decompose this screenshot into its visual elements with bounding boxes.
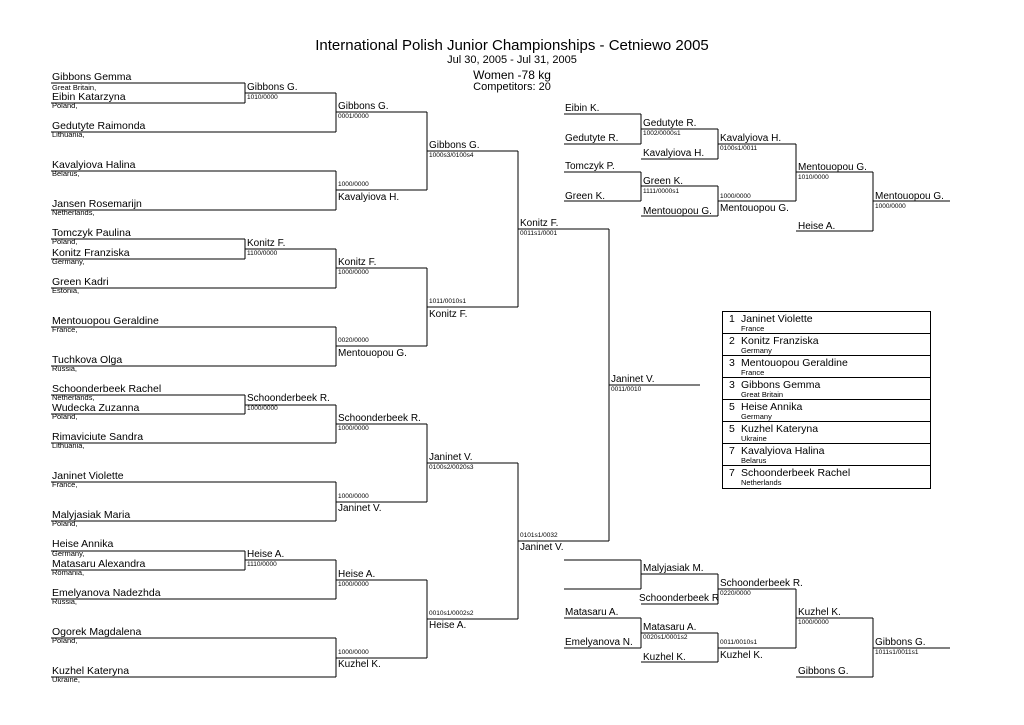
match-winner: Heise A. <box>338 569 376 580</box>
competitor-name: Schoonderbeek Rachel <box>52 383 162 395</box>
competitor-name: Matasaru Alexandra <box>52 558 146 570</box>
bronze-winner: Mentouopou G. <box>875 191 944 202</box>
match-score: 1011s1/0011s1 <box>875 649 919 656</box>
competitor-country: France, <box>52 480 78 489</box>
competitor-country: Romania, <box>52 568 85 577</box>
match-score: 0100s1/0011 <box>720 145 758 152</box>
match-score: 1011/0010s1 <box>429 298 467 305</box>
match-winner: Konitz F. <box>338 257 377 268</box>
match-score: 1000/0000 <box>247 405 278 412</box>
match-winner: Mentouopou G. <box>720 203 789 214</box>
competitor-name: Green Kadri <box>52 276 109 288</box>
result-country: Netherlands <box>741 478 782 487</box>
match-score: 0220/0000 <box>720 590 751 597</box>
competitor-name: Kuzhel Kateryna <box>52 665 130 677</box>
match-winner: Mentouopou G. <box>338 348 407 359</box>
final-score: 0011/0010 <box>611 386 642 393</box>
competitor-country: Ukraine, <box>52 675 80 684</box>
competitor-country: Poland, <box>52 412 78 421</box>
competitor-name: Rimaviciute Sandra <box>52 431 144 443</box>
match-score: 1111/0000s1 <box>643 188 680 195</box>
match-score: 1000/0000 <box>338 581 369 588</box>
match-score: 0101s1/0032 <box>520 532 558 539</box>
repechage-entry: Eibin K. <box>565 103 600 114</box>
result-rank: 2 <box>729 335 735 347</box>
competitor-country: Great Britain, <box>52 83 97 92</box>
competitor-country: Netherlands, <box>52 208 95 217</box>
bronze-winner: Gibbons G. <box>875 637 926 648</box>
result-row <box>723 355 930 377</box>
match-opponent: Kavalyiova H. <box>643 148 705 159</box>
result-name: Gibbons Gemma <box>741 379 821 391</box>
result-name: Kavalyiova Halina <box>741 445 825 457</box>
competitor-country: Poland, <box>52 519 78 528</box>
match-opponent: Kuzhel K. <box>643 652 686 663</box>
result-name: Janinet Violette <box>741 313 813 325</box>
repechage-entry: Malyjasiak M. <box>643 563 704 574</box>
competitor-name: Tomczyk Paulina <box>52 227 131 239</box>
competitor-name: Konitz Franziska <box>52 247 130 259</box>
competitor-country: Poland, <box>52 101 78 110</box>
champion-name: Janinet V. <box>611 374 655 385</box>
match-winner: Schoonderbeek R. <box>338 413 421 424</box>
match-winner: Schoonderbeek R. <box>247 393 330 404</box>
match-score: 1010/0000 <box>247 94 278 101</box>
competitor-name: Tuchkova Olga <box>52 354 123 366</box>
competitor-name: Emelyanova Nadezhda <box>52 587 161 599</box>
competitor-country: Lithuania, <box>52 441 85 450</box>
match-winner: Janinet V. <box>338 503 382 514</box>
result-row <box>723 465 930 487</box>
result-country: France <box>741 324 765 333</box>
match-score: 1000/0000 <box>798 619 829 626</box>
repechage-entry: Matasaru A. <box>565 607 619 618</box>
result-row <box>723 312 930 333</box>
match-winner: Gedutyte R. <box>643 118 697 129</box>
match-score: 1000/0000 <box>720 193 751 200</box>
match-score: 1000s3/0100s4 <box>429 152 474 159</box>
result-country: Germany <box>741 346 772 355</box>
repechage-entry: Green K. <box>565 191 606 202</box>
match-score: 1002/0000s1 <box>643 130 681 137</box>
match-score: 1000/0000 <box>338 493 369 500</box>
match-winner: Mentouopou G. <box>798 162 867 173</box>
result-name: Schoonderbeek Rachel <box>741 467 851 479</box>
competitor-country: Netherlands, <box>52 393 95 402</box>
event-dates: Jul 30, 2005 - Jul 31, 2005 <box>447 54 577 66</box>
competitor-country: Germany, <box>52 549 85 558</box>
repechage-entry: Schoonderbeek R <box>639 593 720 604</box>
result-name: Kuzhel Kateryna <box>741 423 819 435</box>
result-rank: 7 <box>729 467 735 479</box>
competitor-country: Poland, <box>52 636 78 645</box>
match-score: 1000/0000 <box>338 181 369 188</box>
competitor-name: Gibbons Gemma <box>52 71 132 83</box>
competitor-country: Russia, <box>52 364 78 373</box>
result-row <box>723 333 930 355</box>
result-rank: 7 <box>729 445 735 457</box>
weight-category: Women -78 kg <box>473 68 551 82</box>
competitor-name: Malyjasiak Maria <box>52 509 131 521</box>
match-score: 1000/0000 <box>875 203 906 210</box>
competitor-country: Estonia, <box>52 286 80 295</box>
result-name: Mentouopou Geraldine <box>741 357 848 369</box>
result-name: Konitz Franziska <box>741 335 819 347</box>
match-score: 1000/0000 <box>338 269 369 276</box>
competitor-count: Competitors: 20 <box>473 81 551 93</box>
match-score: 0010s1/0002s2 <box>429 610 474 617</box>
match-winner: Green K. <box>643 176 684 187</box>
result-country: Germany <box>741 412 772 421</box>
match-winner: Kavalyiova H. <box>338 192 400 203</box>
competitor-country: Belarus, <box>52 169 80 178</box>
page-title: International Polish Junior Championships - Cetniewo 2005 <box>315 37 709 54</box>
match-winner: Janinet V. <box>429 452 473 463</box>
competitor-country: Poland, <box>52 237 78 246</box>
match-score: 1000/0000 <box>338 649 369 656</box>
match-score: 1000/0000 <box>338 425 369 432</box>
match-opponent: Mentouopou G. <box>643 206 712 217</box>
match-winner: Konitz F. <box>429 309 468 320</box>
repechage-entry: Tomczyk P. <box>565 161 615 172</box>
competitor-name: Eibin Katarzyna <box>52 91 126 103</box>
result-rank: 3 <box>729 379 735 391</box>
match-score: 1010/0000 <box>798 174 829 181</box>
competitor-name: Ogorek Magdalena <box>52 626 142 638</box>
match-winner: Kuzhel K. <box>338 659 381 670</box>
match-opponent: Heise A. <box>798 221 836 232</box>
result-row <box>723 443 930 465</box>
result-name: Heise Annika <box>741 401 803 413</box>
result-row <box>723 377 930 399</box>
result-country: Great Britain <box>741 390 784 399</box>
competitor-name: Heise Annika <box>52 538 114 550</box>
match-winner: Janinet V. <box>520 542 564 553</box>
match-winner: Schoonderbeek R. <box>720 578 803 589</box>
match-winner: Heise A. <box>247 549 285 560</box>
repechage-entry: Emelyanova N. <box>565 637 633 648</box>
competitor-name: Mentouopou Geraldine <box>52 315 159 327</box>
competitor-country: Germany, <box>52 257 85 266</box>
result-row <box>723 421 930 443</box>
match-score: 0011/0010s1 <box>720 639 758 646</box>
result-country: Belarus <box>741 456 767 465</box>
match-score: 0011s1/0001 <box>520 230 558 237</box>
competitor-country: Russia, <box>52 597 78 606</box>
competitor-name: Jansen Rosemarijn <box>52 198 142 210</box>
match-winner: Kuzhel K. <box>798 607 841 618</box>
result-country: France <box>741 368 765 377</box>
result-rank: 5 <box>729 401 735 413</box>
match-score: 1100/0000 <box>247 250 278 257</box>
match-winner: Matasaru A. <box>643 622 697 633</box>
match-winner: Konitz F. <box>520 218 559 229</box>
match-winner: Gibbons G. <box>247 82 298 93</box>
competitor-name: Wudecka Zuzanna <box>52 402 140 414</box>
match-winner: Kuzhel K. <box>720 650 763 661</box>
competitor-name: Gedutyte Raimonda <box>52 120 146 132</box>
match-score: 0020s1/0001s2 <box>643 634 688 641</box>
match-score: 0020/0000 <box>338 337 369 344</box>
match-score: 0001/0000 <box>338 113 369 120</box>
match-winner: Kavalyiova H. <box>720 133 782 144</box>
match-winner: Konitz F. <box>247 238 286 249</box>
match-opponent: Gibbons G. <box>798 666 849 677</box>
result-country: Ukraine <box>741 434 767 443</box>
competitor-name: Janinet Violette <box>52 470 124 482</box>
competitor-country: France, <box>52 325 78 334</box>
match-winner: Gibbons G. <box>429 140 480 151</box>
result-row <box>723 399 930 421</box>
result-rank: 3 <box>729 357 735 369</box>
match-score: 1110/0000 <box>247 561 277 568</box>
repechage-entry: Gedutyte R. <box>565 133 619 144</box>
match-score: 0100s2/0020s3 <box>429 464 474 471</box>
result-rank: 1 <box>729 313 735 325</box>
result-rank: 5 <box>729 423 735 435</box>
results-table <box>722 311 931 489</box>
competitor-country: Lithuania, <box>52 130 85 139</box>
match-winner: Heise A. <box>429 620 467 631</box>
match-winner: Gibbons G. <box>338 101 389 112</box>
competitor-name: Kavalyiova Halina <box>52 159 136 171</box>
